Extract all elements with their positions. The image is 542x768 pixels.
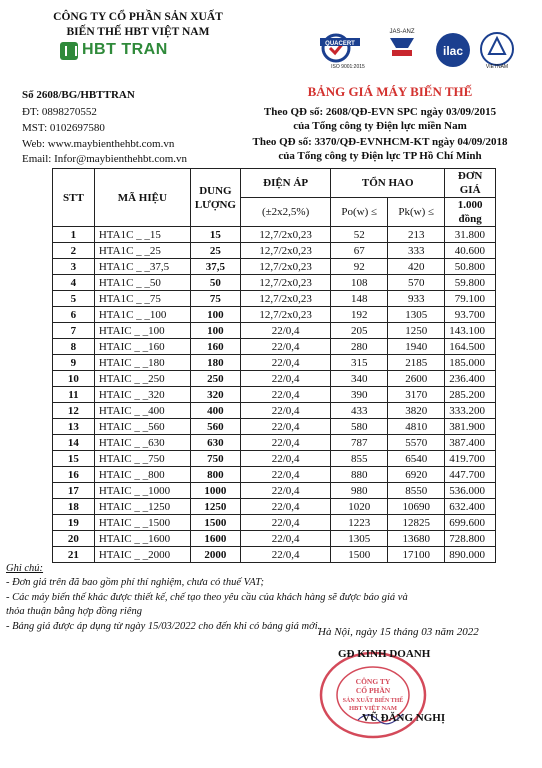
cell-po: 280 — [331, 339, 388, 355]
cell-po: 315 — [331, 355, 388, 371]
cell-code: HTA1C _ _25 — [94, 243, 190, 259]
stamp-line-2: CỔ PHẦN — [355, 686, 391, 695]
cell-stt: 6 — [53, 307, 95, 323]
header-voltage-range: (±2x2,5%) — [240, 198, 330, 227]
cell-po: 1223 — [331, 515, 388, 531]
cell-stt: 13 — [53, 419, 95, 435]
website: Web: www.maybienthehbt.com.vn — [22, 138, 175, 150]
cell-voltage: 22/0,4 — [240, 435, 330, 451]
iso-text: ISO 9001:2015 — [331, 64, 365, 70]
cell-stt: 9 — [53, 355, 95, 371]
jas-anz-logo — [382, 26, 422, 66]
cell-stt: 7 — [53, 323, 95, 339]
cell-stt: 10 — [53, 371, 95, 387]
cell-code: HTAIC _ _100 — [94, 323, 190, 339]
cell-pk: 4810 — [388, 419, 445, 435]
cell-stt: 3 — [53, 259, 95, 275]
table-row — [53, 547, 496, 563]
cell-po: 1305 — [331, 531, 388, 547]
cell-capacity: 1500 — [190, 515, 240, 531]
table-row — [53, 259, 496, 275]
cell-stt: 19 — [53, 515, 95, 531]
doc-number: Số 2608/BG/HBTTRAN — [22, 89, 135, 101]
cell-capacity: 75 — [190, 291, 240, 307]
cell-voltage: 22/0,4 — [240, 531, 330, 547]
cell-pk: 570 — [388, 275, 445, 291]
cell-stt: 20 — [53, 531, 95, 547]
cell-code: HTA1C _ _75 — [94, 291, 190, 307]
cell-price: 31.800 — [445, 227, 496, 243]
notes-title: Ghi chú: — [6, 563, 44, 574]
cell-stt: 12 — [53, 403, 95, 419]
table-body — [53, 227, 496, 563]
table-row — [53, 403, 496, 419]
cell-capacity: 750 — [190, 451, 240, 467]
director-title: GĐ KINH DOANH — [338, 648, 431, 660]
note-2: - Các máy biến thế khác được thiết kế, chế tạo theo yêu cầu của khách hàng sẽ được báo giá và — [6, 591, 408, 603]
cell-po: 787 — [331, 435, 388, 451]
cell-price: 387.400 — [445, 435, 496, 451]
cell-stt: 4 — [53, 275, 95, 291]
cell-capacity: 100 — [190, 307, 240, 323]
table-row — [53, 515, 496, 531]
cell-voltage: 12,7/2x0,23 — [240, 259, 330, 275]
cell-po: 92 — [331, 259, 388, 275]
cell-voltage: 22/0,4 — [240, 323, 330, 339]
table-row — [53, 531, 496, 547]
table-row — [53, 451, 496, 467]
table-row — [53, 307, 496, 323]
cell-price: 536.000 — [445, 483, 496, 499]
cell-voltage: 12,7/2x0,23 — [240, 275, 330, 291]
cell-code: HTAIC _ _180 — [94, 355, 190, 371]
decree-1: Theo QĐ số: 2608/QĐ-EVN SPC ngày 03/09/2015 — [263, 106, 497, 118]
cell-po: 108 — [331, 275, 388, 291]
table-row — [53, 483, 496, 499]
cell-capacity: 180 — [190, 355, 240, 371]
cell-price: 236.400 — [445, 371, 496, 387]
company-line-2: BIẾN THẾ HBT VIỆT NAM — [66, 26, 210, 38]
cell-pk: 213 — [388, 227, 445, 243]
cell-stt: 14 — [53, 435, 95, 451]
cell-voltage: 22/0,4 — [240, 387, 330, 403]
cell-price: 50.800 — [445, 259, 496, 275]
cell-stt: 18 — [53, 499, 95, 515]
header-code: MÃ HIỆU — [94, 169, 190, 227]
cell-code: HTA1C _ _15 — [94, 227, 190, 243]
company-line-1: CÔNG TY CỔ PHẦN SẢN XUẤT — [53, 11, 223, 23]
cell-pk: 6540 — [388, 451, 445, 467]
cell-pk: 10690 — [388, 499, 445, 515]
ilac-text: ilac — [442, 44, 464, 58]
notes — [6, 562, 526, 634]
stamp-line-3: SẢN XUẤT BIẾN THẾ — [342, 698, 404, 704]
signer-name: VŨ ĐĂNG NGHỊ — [362, 712, 446, 724]
cell-po: 880 — [331, 467, 388, 483]
cell-pk: 1305 — [388, 307, 445, 323]
table-row — [53, 243, 496, 259]
cell-voltage: 22/0,4 — [240, 419, 330, 435]
cell-po: 1500 — [331, 547, 388, 563]
cell-po: 980 — [331, 483, 388, 499]
header-price: ĐƠN GIÁ — [445, 169, 496, 198]
header-capacity — [190, 169, 240, 227]
cell-pk: 420 — [388, 259, 445, 275]
table-row — [53, 323, 496, 339]
cell-capacity: 160 — [190, 339, 240, 355]
cell-voltage: 12,7/2x0,23 — [240, 227, 330, 243]
cell-capacity: 25 — [190, 243, 240, 259]
cell-pk: 933 — [388, 291, 445, 307]
cell-price: 79.100 — [445, 291, 496, 307]
cell-po: 67 — [331, 243, 388, 259]
cell-code: HTAIC _ _1500 — [94, 515, 190, 531]
cell-capacity: 1250 — [190, 499, 240, 515]
cell-code: HTAIC _ _560 — [94, 419, 190, 435]
cell-stt: 21 — [53, 547, 95, 563]
cell-capacity: 630 — [190, 435, 240, 451]
cell-code: HTAIC _ _1250 — [94, 499, 190, 515]
table-row — [53, 275, 496, 291]
cell-po: 148 — [331, 291, 388, 307]
cell-capacity: 100 — [190, 323, 240, 339]
cell-capacity: 50 — [190, 275, 240, 291]
cell-capacity: 400 — [190, 403, 240, 419]
cell-code: HTA1C _ _50 — [94, 275, 190, 291]
cell-pk: 5570 — [388, 435, 445, 451]
cell-code: HTAIC _ _800 — [94, 467, 190, 483]
cell-pk: 1250 — [388, 323, 445, 339]
cell-po: 433 — [331, 403, 388, 419]
cell-stt: 16 — [53, 467, 95, 483]
header-loss: TỔN HAO — [331, 169, 445, 198]
cell-price: 285.200 — [445, 387, 496, 403]
cell-pk: 3820 — [388, 403, 445, 419]
cell-stt: 5 — [53, 291, 95, 307]
cell-po: 340 — [331, 371, 388, 387]
stamp-line-4: HBT VIỆT NAM — [348, 705, 398, 712]
cell-capacity: 560 — [190, 419, 240, 435]
company-name — [38, 10, 238, 40]
cell-price: 381.900 — [445, 419, 496, 435]
cell-capacity: 800 — [190, 467, 240, 483]
cell-price: 890.000 — [445, 547, 496, 563]
quacert-logo — [318, 30, 380, 70]
table-row — [53, 291, 496, 307]
cell-code: HTAIC _ _160 — [94, 339, 190, 355]
cell-price: 419.700 — [445, 451, 496, 467]
cell-stt: 8 — [53, 339, 95, 355]
cell-price: 699.600 — [445, 515, 496, 531]
jas-text: JAS-ANZ — [389, 29, 415, 35]
stamp-line-1: CÔNG TY — [355, 677, 391, 686]
cell-price: 185.000 — [445, 355, 496, 371]
vn-text: VIETNAM — [485, 64, 509, 70]
cell-voltage: 12,7/2x0,23 — [240, 243, 330, 259]
note-1: - Đơn giá trên đã bao gồm phí thí nghiệm, chưa có thuế VAT; — [6, 577, 264, 589]
cell-po: 580 — [331, 419, 388, 435]
cell-pk: 2185 — [388, 355, 445, 371]
cell-pk: 8550 — [388, 483, 445, 499]
header-price-unit: 1.000 đồng — [445, 198, 496, 227]
header-voltage: ĐIỆN ÁP — [240, 169, 330, 198]
cell-stt: 1 — [53, 227, 95, 243]
header-capacity-1: DUNG — [199, 184, 232, 197]
cell-pk: 12825 — [388, 515, 445, 531]
cell-stt: 15 — [53, 451, 95, 467]
cell-voltage: 22/0,4 — [240, 403, 330, 419]
header-stt: STT — [53, 169, 95, 227]
cell-voltage: 22/0,4 — [240, 451, 330, 467]
cell-po: 52 — [331, 227, 388, 243]
cell-price: 93.700 — [445, 307, 496, 323]
table-row — [53, 227, 496, 243]
cell-pk: 333 — [388, 243, 445, 259]
decree-1-org: của Tổng công ty Điện lực miền Nam — [293, 120, 467, 132]
cell-code: HTAIC _ _750 — [94, 451, 190, 467]
logo-mark-icon — [60, 42, 78, 60]
cell-price: 143.100 — [445, 323, 496, 339]
cell-code: HTAIC _ _320 — [94, 387, 190, 403]
cell-code: HTAIC _ _1600 — [94, 531, 190, 547]
cell-code: HTA1C _ _37,5 — [94, 259, 190, 275]
cell-voltage: 22/0,4 — [240, 515, 330, 531]
cell-price: 164.500 — [445, 339, 496, 355]
cell-po: 390 — [331, 387, 388, 403]
cell-stt: 2 — [53, 243, 95, 259]
company-stamp — [318, 648, 431, 740]
cell-pk: 17100 — [388, 547, 445, 563]
cell-code: HTAIC _ _2000 — [94, 547, 190, 563]
cell-capacity: 1000 — [190, 483, 240, 499]
phone: ĐT: 0898270552 — [22, 106, 97, 118]
vietnam-accreditation-logo — [478, 30, 516, 70]
table-row — [53, 371, 496, 387]
cell-voltage: 12,7/2x0,23 — [240, 307, 330, 323]
cell-pk: 6920 — [388, 467, 445, 483]
cell-code: HTAIC _ _400 — [94, 403, 190, 419]
cell-voltage: 22/0,4 — [240, 467, 330, 483]
cell-price: 40.600 — [445, 243, 496, 259]
table-row — [53, 339, 496, 355]
header-po: Po(w) ≤ — [331, 198, 388, 227]
cell-voltage: 22/0,4 — [240, 371, 330, 387]
cell-code: HTA1C _ _100 — [94, 307, 190, 323]
cell-capacity: 1600 — [190, 531, 240, 547]
cell-capacity: 320 — [190, 387, 240, 403]
header-pk: Pk(w) ≤ — [388, 198, 445, 227]
decree-2: Theo QĐ số: 3370/QĐ-EVNHCM-KT ngày 04/09/2018 — [252, 136, 508, 148]
table-row — [53, 419, 496, 435]
note-3: - Bảng giá được áp dụng từ ngày 15/03/2022 cho đến khi có bảng giá mới. — [6, 620, 321, 632]
table-row — [53, 387, 496, 403]
cell-voltage: 12,7/2x0,23 — [240, 291, 330, 307]
sign-date: Hà Nội, ngày 15 tháng 03 năm 2022 — [318, 626, 479, 638]
cell-pk: 3170 — [388, 387, 445, 403]
cell-po: 855 — [331, 451, 388, 467]
note-2-cont: thỏa thuận bằng hợp đồng riêng — [6, 606, 142, 618]
cell-po: 1020 — [331, 499, 388, 515]
cell-price: 59.800 — [445, 275, 496, 291]
cell-code: HTAIC _ _1000 — [94, 483, 190, 499]
cell-voltage: 22/0,4 — [240, 483, 330, 499]
cell-price: 632.400 — [445, 499, 496, 515]
email: Email: Infor@maybienthehbt.com.vn — [22, 153, 188, 165]
document-title: BẢNG GIÁ MÁY BIẾN THẾ — [307, 84, 473, 99]
cell-capacity: 37,5 — [190, 259, 240, 275]
cell-voltage: 22/0,4 — [240, 499, 330, 515]
cell-stt: 17 — [53, 483, 95, 499]
cell-stt: 11 — [53, 387, 95, 403]
price-table — [52, 168, 496, 563]
cell-price: 728.800 — [445, 531, 496, 547]
cell-voltage: 22/0,4 — [240, 339, 330, 355]
logo-text: HBT TRAN — [82, 41, 168, 58]
cell-capacity: 2000 — [190, 547, 240, 563]
cell-po: 205 — [331, 323, 388, 339]
company-logo — [60, 40, 180, 62]
table-row — [53, 499, 496, 515]
header-capacity-2: LƯỢNG — [194, 198, 236, 211]
table-row — [53, 355, 496, 371]
cell-pk: 13680 — [388, 531, 445, 547]
ilac-logo — [430, 30, 476, 70]
table-row — [53, 467, 496, 483]
cell-price: 333.200 — [445, 403, 496, 419]
quacert-text: QUACERT — [325, 41, 355, 47]
table-row — [53, 435, 496, 451]
cell-pk: 2600 — [388, 371, 445, 387]
cell-price: 447.700 — [445, 467, 496, 483]
cell-code: HTAIC _ _250 — [94, 371, 190, 387]
cell-capacity: 250 — [190, 371, 240, 387]
cell-capacity: 15 — [190, 227, 240, 243]
cell-voltage: 22/0,4 — [240, 355, 330, 371]
cell-code: HTAIC _ _630 — [94, 435, 190, 451]
cell-pk: 1940 — [388, 339, 445, 355]
tax-code: MST: 0102697580 — [22, 122, 105, 134]
decree-2-org: của Tổng công ty Điện lực TP Hồ Chí Minh — [278, 150, 482, 162]
cell-voltage: 22/0,4 — [240, 547, 330, 563]
cell-po: 192 — [331, 307, 388, 323]
